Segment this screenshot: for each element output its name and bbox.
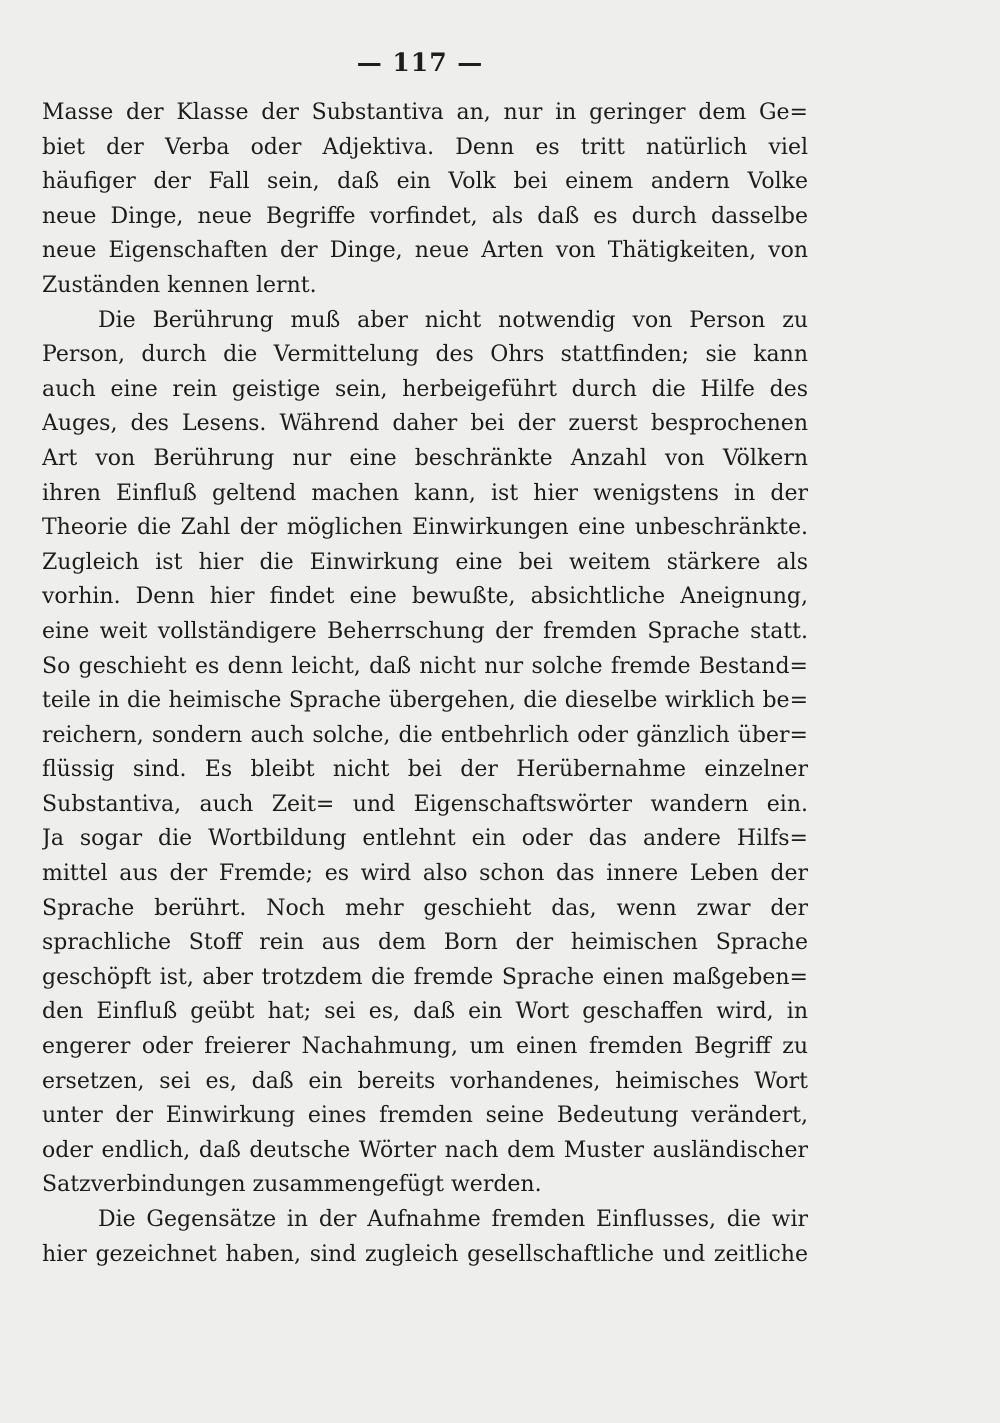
text-line: oder endlich, daß deutsche Wörter nach dem Muster ausländischer <box>42 1137 808 1163</box>
page-number: — 117 — <box>356 48 484 77</box>
text-line: reichern, sondern auch solche, die entbehrlich oder gänzlich über= <box>42 722 808 748</box>
text-line: Art von Berührung nur eine beschränkte Anzahl von Völkern <box>42 445 808 471</box>
text-line: geschöpft ist, aber trotzdem die fremde Sprache einen maßgeben= <box>42 964 808 990</box>
text-line: ihren Einfluß geltend machen kann, ist hier wenigstens in der <box>42 480 808 506</box>
text-line: Person, durch die Vermittelung des Ohrs stattfinden; sie kann <box>42 342 808 368</box>
text-line: den Einfluß geübt hat; sei es, daß ein Wort geschaffen wird, in <box>42 999 808 1025</box>
text-line: eine weit vollständigere Beherrschung der fremden Sprache statt. <box>42 618 808 644</box>
text-line: Die Berührung muß aber nicht notwendig von Person zu <box>98 307 808 333</box>
text-line: engerer oder freierer Nachahmung, um einen fremden Begriff zu <box>42 1034 808 1060</box>
text-line: ersetzen, sei es, daß ein bereits vorhandenes, heimisches Wort <box>42 1068 808 1094</box>
body-text <box>42 96 808 1272</box>
text-line: Sprache berührt. Noch mehr geschieht das, wenn zwar der <box>42 895 808 921</box>
text-line: Masse der Klasse der Substantiva an, nur in geringer dem Ge= <box>42 100 808 125</box>
text-line: Die Gegensätze in der Aufnahme fremden Einflusses, die wir <box>98 1207 808 1232</box>
text-line: mittel aus der Fremde; es wird also schon das innere Leben der <box>42 861 808 887</box>
text-line: Zuständen kennen lernt. <box>42 272 317 298</box>
text-line: flüssig sind. Es bleibt nicht bei der Herübernahme einzelner <box>42 757 808 783</box>
text-line: neue Eigenschaften der Dinge, neue Arten von Thätigkeiten, von <box>42 238 808 264</box>
text-line: biet der Verba oder Adjektiva. Denn es tritt natürlich viel <box>42 134 808 160</box>
text-line: hier gezeichnet haben, sind zugleich gesellschaftliche und zeitliche <box>42 1241 808 1267</box>
text-line: Ja sogar die Wortbildung entlehnt ein oder das andere Hilfs= <box>42 826 808 852</box>
text-line: So geschieht es denn leicht, daß nicht nur solche fremde Bestand= <box>42 653 808 679</box>
text-line: unter der Einwirkung eines fremden seine Bedeutung verändert, <box>42 1103 808 1129</box>
text-line: Substantiva, auch Zeit= und Eigenschaftswörter wandern ein. <box>42 791 808 817</box>
text-line: Satzverbindungen zusammengefügt werden. <box>42 1172 542 1198</box>
text-line: teile in die heimische Sprache übergehen, die dieselbe wirklich be= <box>42 688 808 714</box>
text-line: neue Dinge, neue Begriffe vorfindet, als daß es durch dasselbe <box>42 203 808 229</box>
text-line: Zugleich ist hier die Einwirkung eine bei weitem stärkere als <box>42 549 808 575</box>
text-line: vorhin. Denn hier findet eine bewußte, absichtliche Aneignung, <box>42 584 808 610</box>
text-line: Theorie die Zahl der möglichen Einwirkungen eine unbeschränkte. <box>42 515 808 541</box>
text-line: Auges, des Lesens. Während daher bei der zuerst besprochenen <box>42 411 808 437</box>
text-line: sprachliche Stoff rein aus dem Born der heimischen Sprache <box>42 930 808 956</box>
text-line: häufiger der Fall sein, daß ein Volk bei einem andern Volke <box>42 169 808 195</box>
text-line: auch eine rein geistige sein, herbeigeführt durch die Hilfe des <box>42 376 808 402</box>
